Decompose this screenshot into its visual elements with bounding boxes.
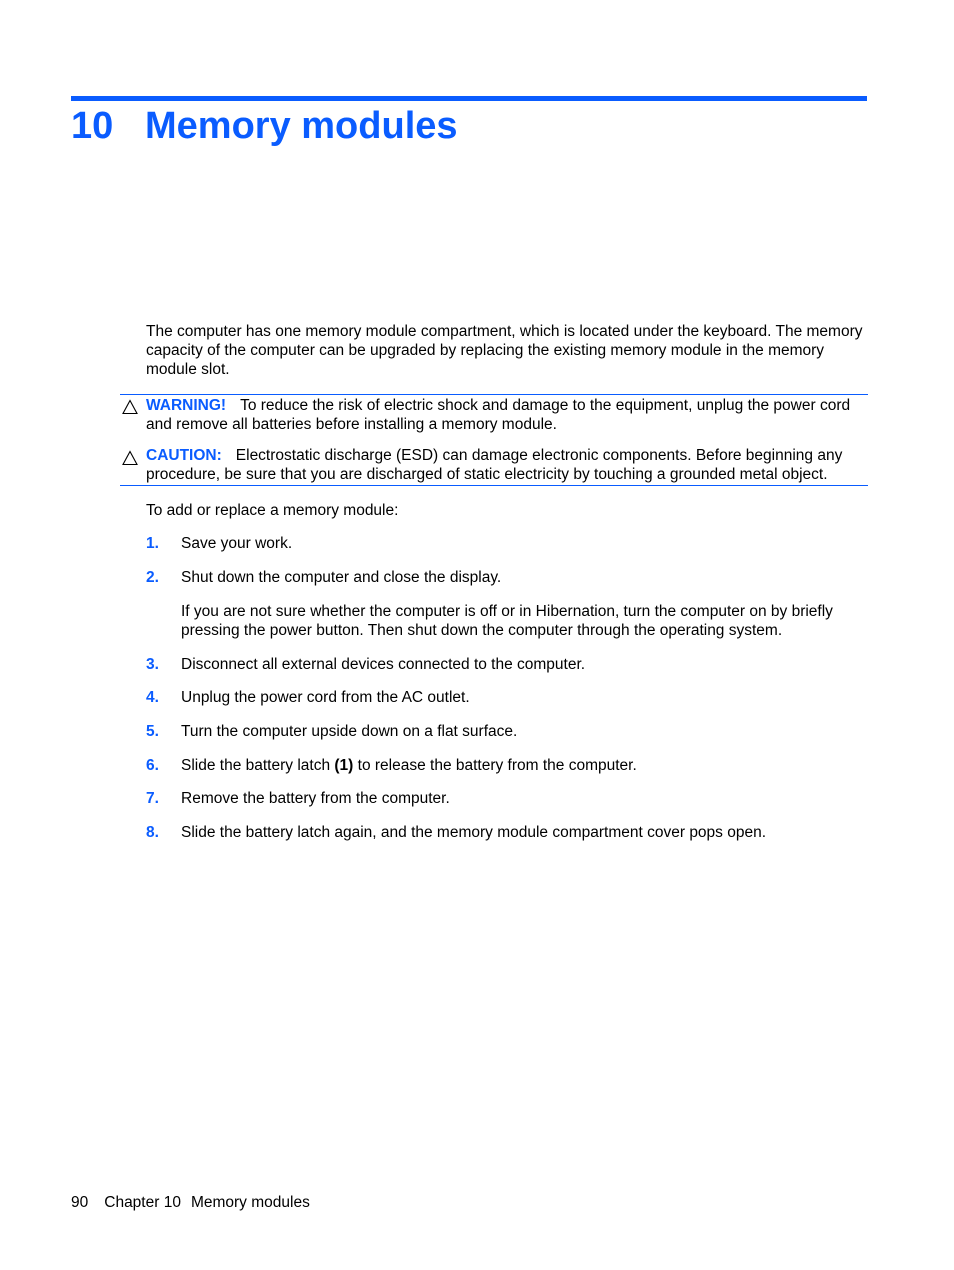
- list-item: [146, 756, 868, 775]
- step-subtext: If you are not sure whether the computer is off or in Hibernation, turn the computer on by briefly pressing the power button. Then shut down the computer through the operating system.: [181, 603, 833, 639]
- list-item: [146, 534, 868, 553]
- footer-chapter-title: Memory modules: [190, 1194, 310, 1211]
- chapter-title: [71, 100, 458, 152]
- list-item: [146, 823, 868, 842]
- step-text: Remove the battery from the computer.: [181, 790, 450, 807]
- step-number: 3.: [146, 656, 159, 673]
- step-number: 8.: [146, 824, 159, 841]
- step-text: Slide the battery latch again, and the memory module compartment cover pops open.: [181, 824, 767, 841]
- caution-notice: [120, 446, 868, 486]
- step-text-before: Slide the battery latch: [181, 757, 335, 774]
- list-item: [146, 655, 868, 674]
- list-item: [146, 722, 868, 741]
- step-number: 1.: [146, 535, 159, 552]
- step-text: Disconnect all external devices connected to the computer.: [181, 656, 586, 673]
- procedure-lead: To add or replace a memory module:: [146, 502, 399, 519]
- step-text: Save your work.: [181, 535, 293, 552]
- step-number: 2.: [146, 569, 159, 586]
- warning-body: To reduce the risk of electric shock and damage to the equipment, unplug the power cord and remove all batteries before installing a memory module.: [146, 397, 851, 433]
- step-number: 4.: [146, 689, 159, 706]
- step-text: Unplug the power cord from the AC outlet.: [181, 689, 470, 706]
- page-number: 90: [71, 1194, 89, 1211]
- warning-notice: [120, 394, 868, 434]
- warning-text: [146, 396, 868, 434]
- caution-label: CAUTION:: [146, 447, 222, 464]
- list-item: [146, 568, 868, 587]
- chapter-title-text: Memory modules: [145, 105, 458, 147]
- warning-triangle-icon: [122, 399, 138, 415]
- step-text: Shut down the computer and close the display.: [181, 569, 502, 586]
- list-item: [146, 789, 868, 808]
- step-text: [181, 756, 868, 775]
- step-text: Turn the computer upside down on a flat surface.: [181, 723, 518, 740]
- step-number: 5.: [146, 723, 159, 740]
- chapter-number: 10: [71, 105, 114, 147]
- callout-number: (1): [334, 757, 354, 774]
- page-footer: [71, 1193, 310, 1212]
- step-text-after: to release the battery from the computer.: [353, 757, 637, 774]
- list-item: [146, 688, 868, 707]
- caution-triangle-icon: [122, 450, 138, 466]
- step-number: 6.: [146, 757, 159, 774]
- caution-text: [146, 446, 868, 484]
- step-number: 7.: [146, 790, 159, 807]
- caution-body: Electrostatic discharge (ESD) can damage electronic components. Before beginning any procedure, be sure that you are discharged of static electricity by touching a grounded metal object.: [146, 447, 843, 483]
- footer-chapter-label: Chapter 10: [104, 1194, 181, 1211]
- intro-paragraph: The computer has one memory module compartment, which is located under the keyboard. The memory capacity of the computer can be upgraded by replacing the existing memory module in the memory module slot.: [146, 323, 863, 378]
- warning-label: WARNING!: [146, 397, 227, 414]
